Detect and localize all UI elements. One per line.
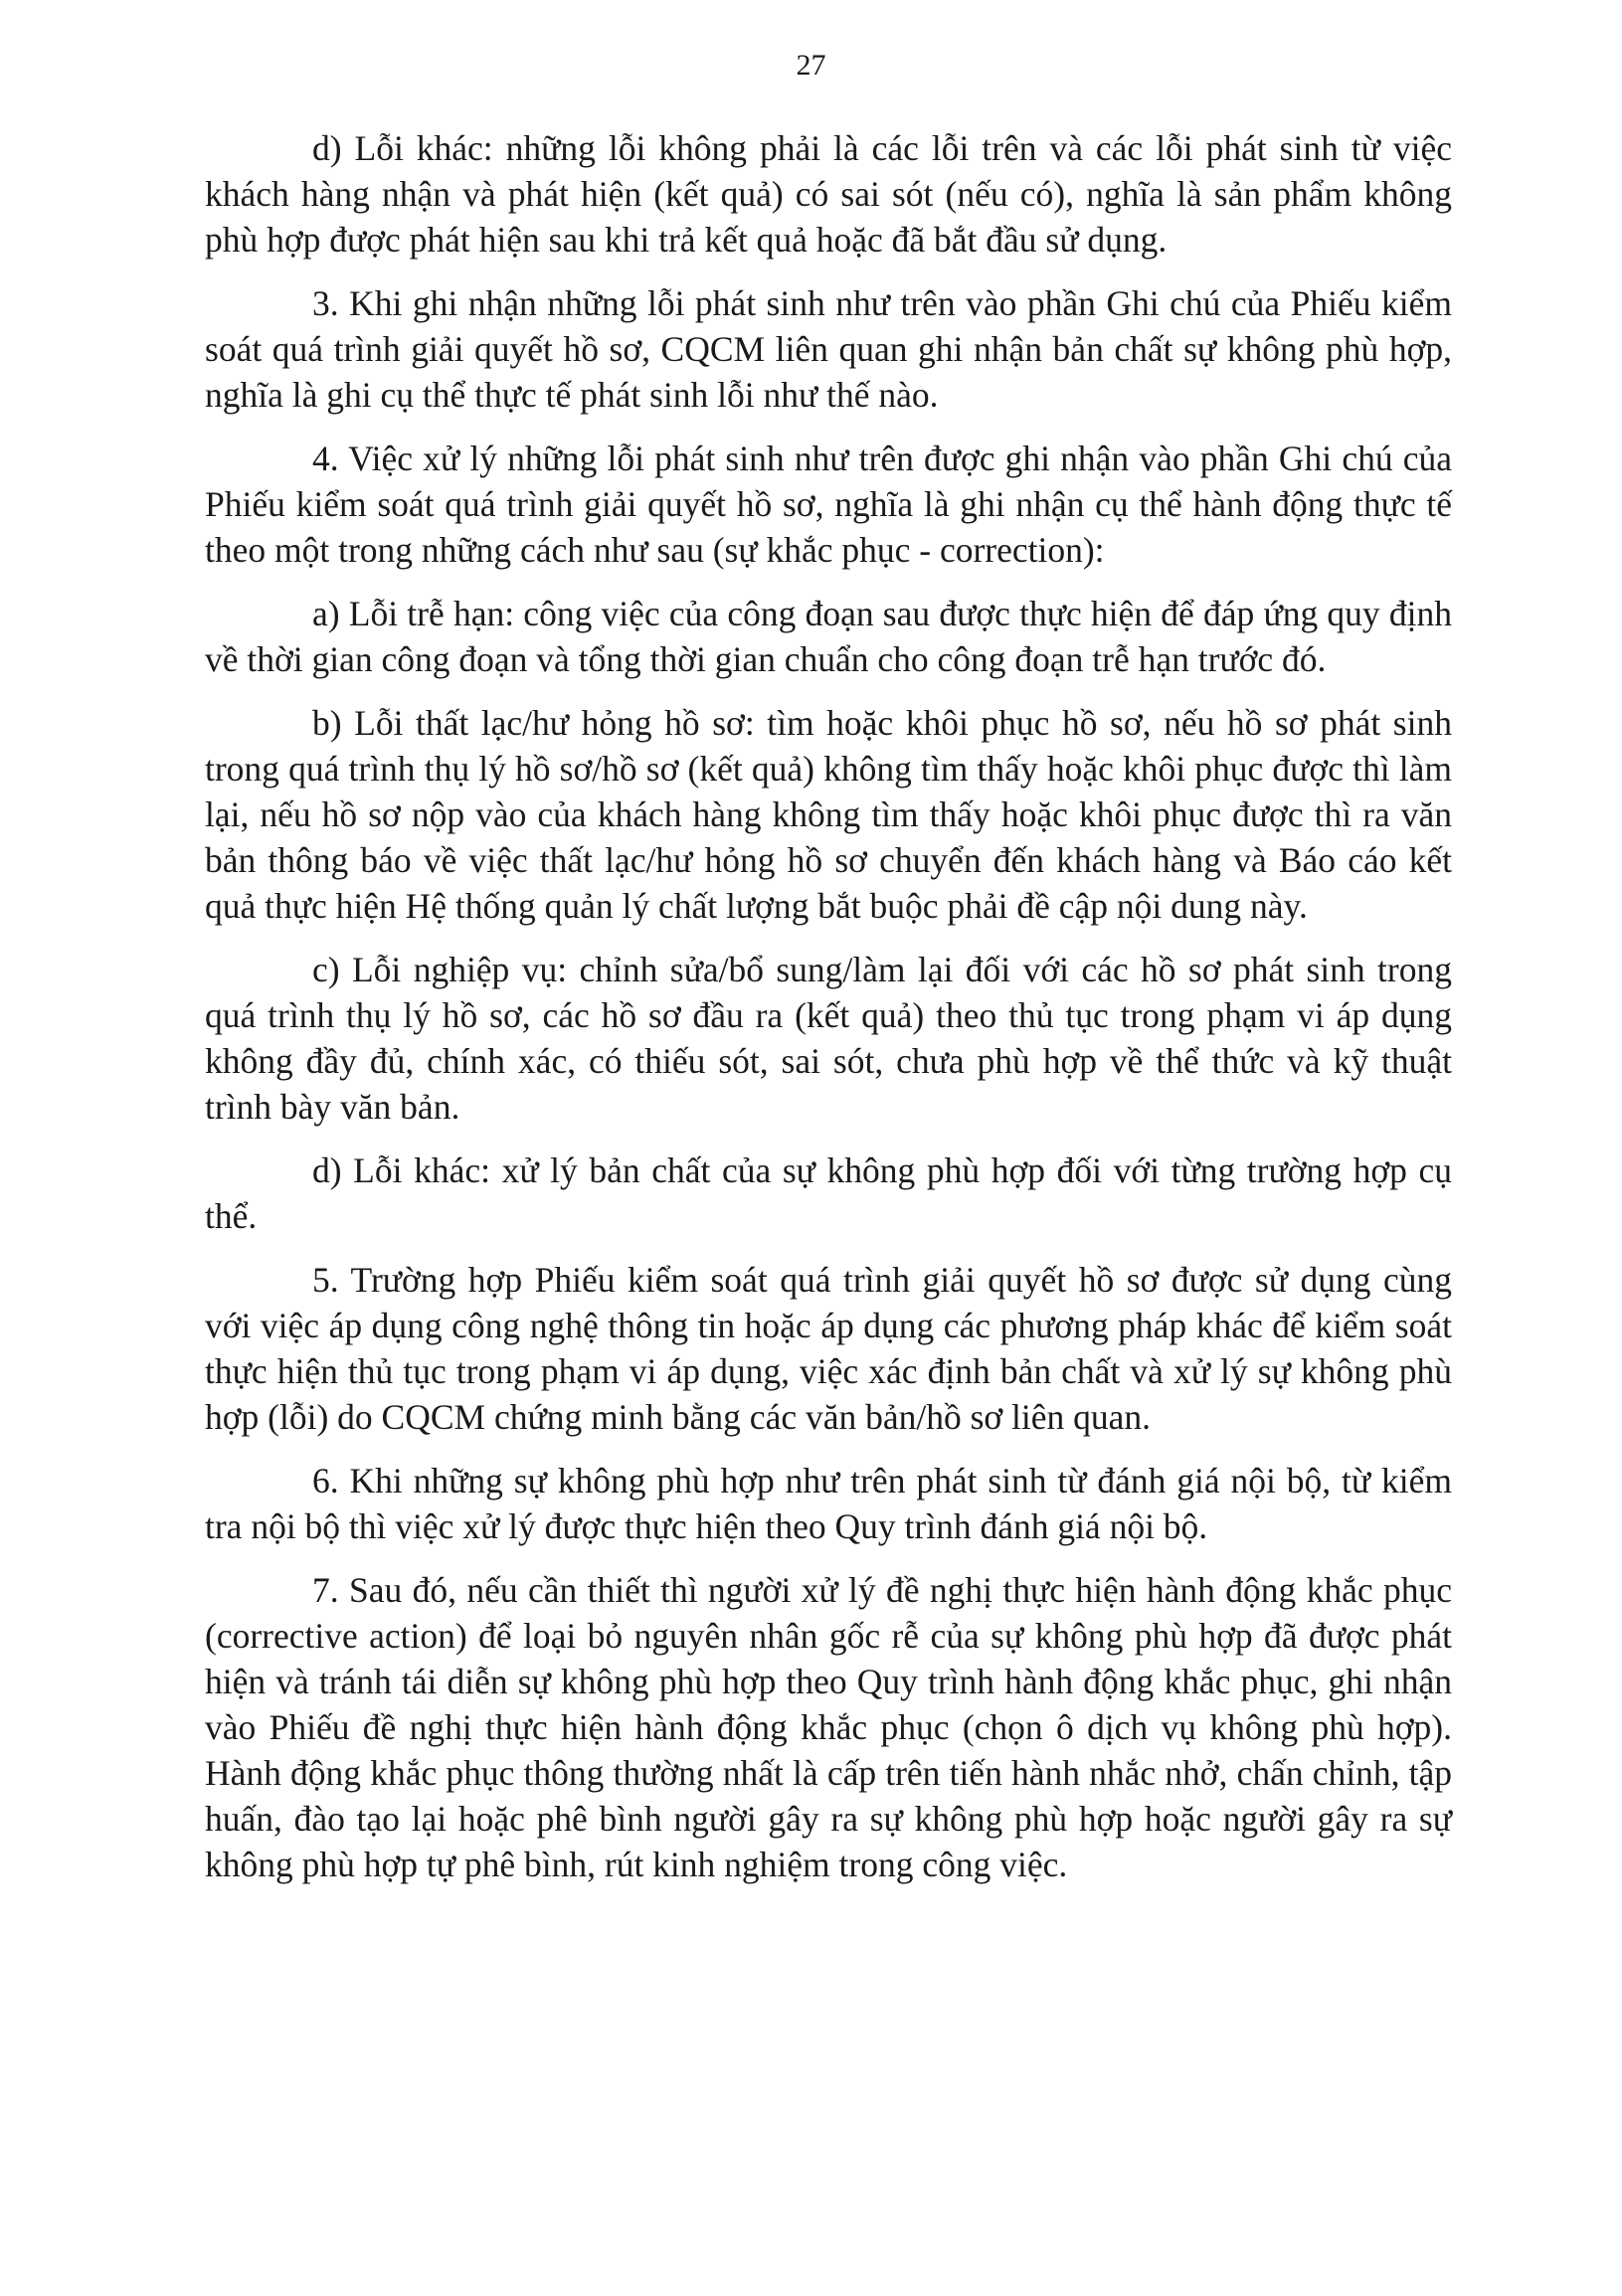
paragraph-5-it-usage: 5. Trường hợp Phiếu kiểm soát quá trình giải quyết hồ sơ được sử dụng cùng với việc áp dụng công nghệ thông tin hoặc áp dụng các phương pháp khác để kiểm soát thực hiện thủ tục trong phạm vi áp dụng, việc xác định bản chất và xử lý sự không phù hợp (lỗi) do CQCM chứng minh bằng các văn bản/hồ sơ liên quan. [205, 1260, 1452, 1437]
document-body [205, 125, 1452, 1905]
paragraph-item-d-other-errors: d) Lỗi khác: những lỗi không phải là các lỗi trên và các lỗi phát sinh từ việc khách hàng nhận và phát hiện (kết quả) có sai sót (nếu có), nghĩa là sản phẩm không phù hợp được phát hiện sau khi trả kết quả hoặc đã bắt đầu sử dụng. [205, 128, 1452, 260]
paragraph-item-a-late: a) Lỗi trễ hạn: công việc của công đoạn sau được thực hiện để đáp ứng quy định về thời gian công đoạn và tổng thời gian chuẩn cho công đoạn trễ hạn trước đó. [205, 594, 1452, 679]
paragraph-3-recording-errors: 3. Khi ghi nhận những lỗi phát sinh như trên vào phần Ghi chú của Phiếu kiểm soát quá trình giải quyết hồ sơ, CQCM liên quan ghi nhận bản chất sự không phù hợp, nghĩa là ghi cụ thể thực tế phát sinh lỗi như thế nào. [205, 283, 1452, 415]
paragraph-item-d-other-handling: d) Lỗi khác: xử lý bản chất của sự không phù hợp đối với từng trường hợp cụ thể. [205, 1150, 1452, 1236]
page-number: 27 [796, 49, 826, 82]
paragraph-4-handling-errors: 4. Việc xử lý những lỗi phát sinh như trên được ghi nhận vào phần Ghi chú của Phiếu kiểm soát quá trình giải quyết hồ sơ, nghĩa là ghi nhận cụ thể hành động thực tế theo một trong những cách như sau (sự khắc phục - correction): [205, 439, 1452, 570]
paragraph-item-b-lost-damaged: b) Lỗi thất lạc/hư hỏng hồ sơ: tìm hoặc khôi phục hồ sơ, nếu hồ sơ phát sinh trong quá trình thụ lý hồ sơ/hồ sơ (kết quả) không tìm thấy hoặc khôi phục được thì làm lại, nếu hồ sơ nộp vào của khách hàng không tìm thấy hoặc khôi phục được thì ra văn bản thông báo về việc thất lạc/hư hỏng hồ sơ chuyển đến khách hàng và Báo cáo kết quả thực hiện Hệ thống quản lý chất lượng bắt buộc phải đề cập nội dung này. [205, 703, 1452, 926]
paragraph-item-c-professional: c) Lỗi nghiệp vụ: chỉnh sửa/bổ sung/làm lại đối với các hồ sơ phát sinh trong quá trình thụ lý hồ sơ, các hồ sơ đầu ra (kết quả) theo thủ tục trong phạm vi áp dụng không đầy đủ, chính xác, có thiếu sót, sai sót, chưa phù hợp về thể thức và kỹ thuật trình bày văn bản. [205, 950, 1452, 1127]
paragraph-7-corrective-action: 7. Sau đó, nếu cần thiết thì người xử lý đề nghị thực hiện hành động khắc phục (corrective action) để loại bỏ nguyên nhân gốc rễ của sự không phù hợp đã được phát hiện và tránh tái diễn sự không phù hợp theo Quy trình hành động khắc phục, ghi nhận vào Phiếu đề nghị thực hiện hành động khắc phục (chọn ô dịch vụ không phù hợp). Hành động khắc phục thông thường nhất là cấp trên tiến hành nhắc nhở, chấn chỉnh, tập huấn, đào tạo lại hoặc phê bình người gây ra sự không phù hợp hoặc người gây ra sự không phù hợp tự phê bình, rút kinh nghiệm trong công việc. [205, 1570, 1452, 1884]
paragraph-6-internal-audit: 6. Khi những sự không phù hợp như trên phát sinh từ đánh giá nội bộ, từ kiểm tra nội bộ thì việc xử lý được thực hiện theo Quy trình đánh giá nội bộ. [205, 1461, 1452, 1546]
